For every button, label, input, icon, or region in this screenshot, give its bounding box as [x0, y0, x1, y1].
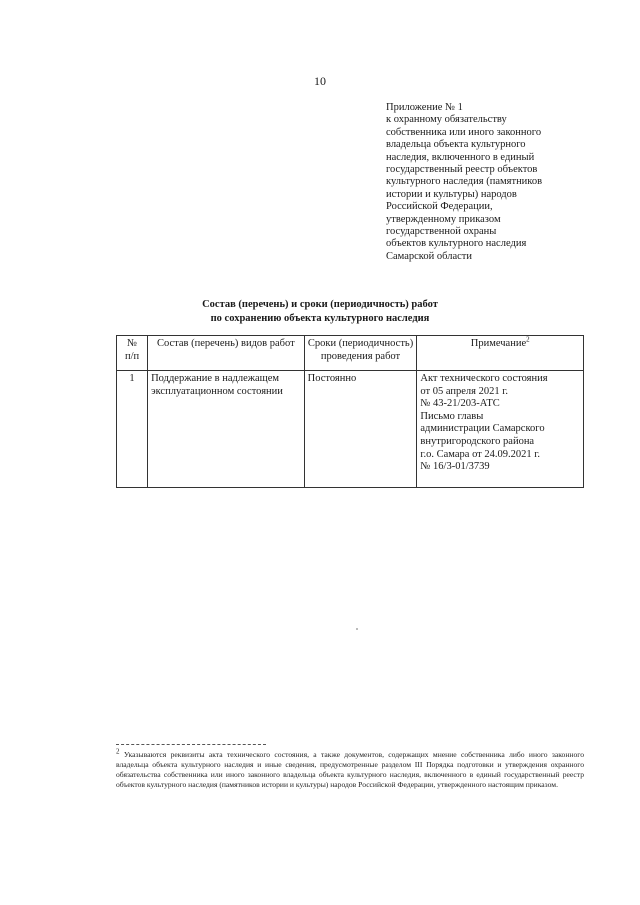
cell-note [417, 371, 584, 488]
appendix-line: к охранному обязательству [386, 114, 507, 126]
note-line: Акт технического состояния [420, 373, 548, 384]
header-note-label: Примечание [470, 338, 527, 349]
header-composition [148, 336, 305, 371]
cell-composition [148, 371, 305, 488]
appendix-line: Российской Федерации, [386, 201, 493, 213]
title-line-2: по сохранению объекта культурного наследия [210, 313, 430, 324]
header-number-line-1: № [127, 338, 138, 349]
footnote-marker: 2 [116, 747, 120, 756]
composition-line: эксплуатационном состоянии [151, 385, 283, 397]
note-line: № 16/3-01/3739 [420, 461, 490, 473]
header-number-line-2: п/п [124, 350, 140, 362]
appendix-line: собственника или иного законного [386, 126, 542, 138]
header-term [304, 336, 417, 371]
note-line: администрации Самарского [420, 423, 545, 435]
footnote-separator [116, 744, 266, 745]
appendix-line: государственной охраны [386, 226, 497, 238]
cell-term [304, 371, 417, 488]
note-line: № 43-21/203-АТС [420, 398, 500, 410]
composition-line: Поддержание в надлежащем [151, 373, 280, 384]
note-line: внутригородского района [420, 435, 535, 447]
document-title [0, 298, 640, 326]
footnote-text: Указываются реквизиты акта технического состояния, а также документов, содержащих мнение собственника либо иного законного владельца объекта культурного наследия и иные сведения, предусмотренные разделом III Порядка подготовки и утверждения охранного обязательства собственника или иного законного владельца объекта культурного наследия, включенного в единый государственный реестр объектов культурного наследия (памятников истории и культуры) народов Российской Федерации, утвержденного настоящим приказом. [116, 750, 584, 789]
appendix-line: Самарской области [386, 250, 472, 262]
appendix-line: истории и культуры) народов [386, 188, 517, 200]
header-composition-label: Состав (перечень) видов работ [156, 338, 295, 349]
appendix-line: владельца объекта культурного [386, 139, 526, 151]
page-number: 10 [314, 74, 326, 88]
title-line-1: Состав (перечень) и сроки (периодичность) работ [202, 299, 438, 310]
appendix-line: наследия, включенного в единый [386, 151, 535, 163]
appendix-line: культурного наследия (памятников [386, 176, 543, 188]
works-table [116, 335, 584, 488]
table-row [117, 371, 584, 488]
table-header-row [117, 336, 584, 371]
appendix-heading [386, 102, 596, 263]
header-term-line-2: проведения работ [320, 350, 401, 362]
footnote-ref: 2 [526, 335, 530, 344]
header-note [417, 336, 584, 371]
note-line: г.о. Самара от 24.09.2021 г. [420, 448, 541, 460]
scan-speck [356, 628, 358, 630]
footnote [116, 747, 584, 790]
term-value: Постоянно [307, 373, 357, 384]
appendix-line: утвержденному приказом [386, 213, 501, 225]
note-line: Письмо главы [420, 410, 484, 422]
note-line: от 05 апреля 2021 г. [420, 385, 508, 397]
header-term-line-1: Сроки (периодичность) [307, 338, 414, 349]
appendix-line: Приложение № 1 [386, 102, 463, 113]
appendix-line: объектов культурного наследия [386, 238, 527, 250]
cell-number: 1 [117, 371, 148, 488]
appendix-line: государственный реестр объектов [386, 164, 538, 176]
header-number [117, 336, 148, 371]
